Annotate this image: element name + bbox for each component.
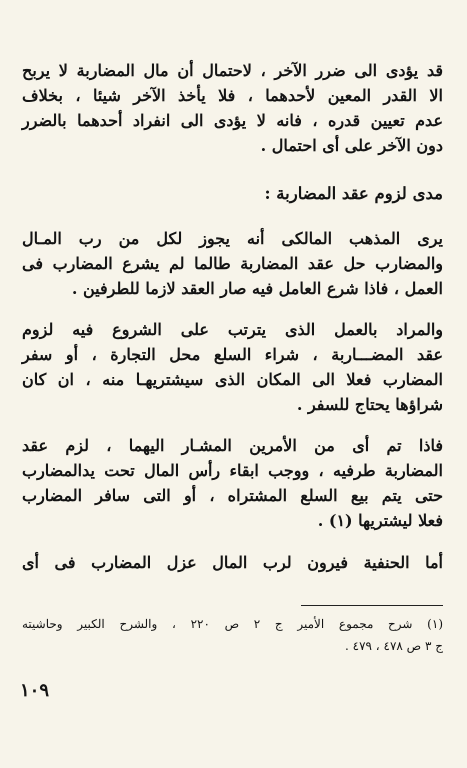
text-line: والمضارب حل عقد المضاربة طالما لم يشرع المضارب فى — [22, 254, 443, 273]
text-line: فاذا تم أى من الأمرين المشـار اليهما ، لزم عقد — [22, 436, 443, 455]
paragraph-2 — [22, 226, 443, 301]
text-line: حتى يتم بيع السلع المشتراه ، أو التى سافر المضارب — [22, 486, 443, 505]
footnote-line: (١) شرح مجموع الأمير ج ٢ ص ٢٢٠ ، والشرح الكبير وحاشيته — [22, 617, 443, 631]
text-line: أما الحنفية فيرون لرب المال عزل المضارب فى أى — [22, 553, 443, 572]
paragraph-3 — [22, 317, 443, 417]
paragraph-4 — [22, 433, 443, 533]
text-line: شراؤها يحتاج للسفر . — [296, 395, 443, 414]
text-line: قد يؤدى الى ضرر الآخر ، لاحتمال أن مال المضاربة لا يربح — [22, 61, 444, 80]
text-line: عدم تعيين قدره ، فانه لا يؤدى الى انفراد أحدهما بالضرر — [22, 111, 443, 130]
paragraph-1 — [22, 58, 443, 158]
section-heading: مدى لزوم عقد المضاربة : — [264, 184, 443, 203]
text-line: دون الآخر على أى احتمال . — [260, 136, 443, 155]
text-line: يرى المذهب المالكى أنه يجوز لكل من رب المـال — [22, 229, 443, 248]
text-line: المضارب فعلا الى المكان الذى سيشتريهـا منه ، ان كان — [22, 370, 443, 389]
paragraph-5 — [22, 550, 443, 575]
text-line: والمراد بالعمل الذى يترتب على الشروع فيه لزوم — [22, 320, 443, 339]
text-line: المضاربة طرفيه ، ووجب ابقاء رأس المال تحت يدالمضارب — [22, 461, 443, 480]
footnote-divider — [301, 605, 443, 606]
footnote — [22, 613, 443, 657]
page-number: ١٠٩ — [20, 680, 50, 701]
text-line: عقد المضـــاربة ، شراء السلع محل التجارة ، أو سفر — [22, 345, 443, 364]
text-line: الا القدر المعين لأحدهما ، فلا يأخذ الآخر شيئا ، بخلاف — [22, 86, 443, 105]
text-line: العمل ، فاذا شرع العامل فيه صار العقد لازما للطرفين . — [71, 279, 443, 298]
footnote-line: ج ٣ ص ٤٧٨ ، ٤٧٩ . — [345, 639, 443, 653]
text-line: فعلا ليشتريها (١) . — [317, 511, 443, 530]
